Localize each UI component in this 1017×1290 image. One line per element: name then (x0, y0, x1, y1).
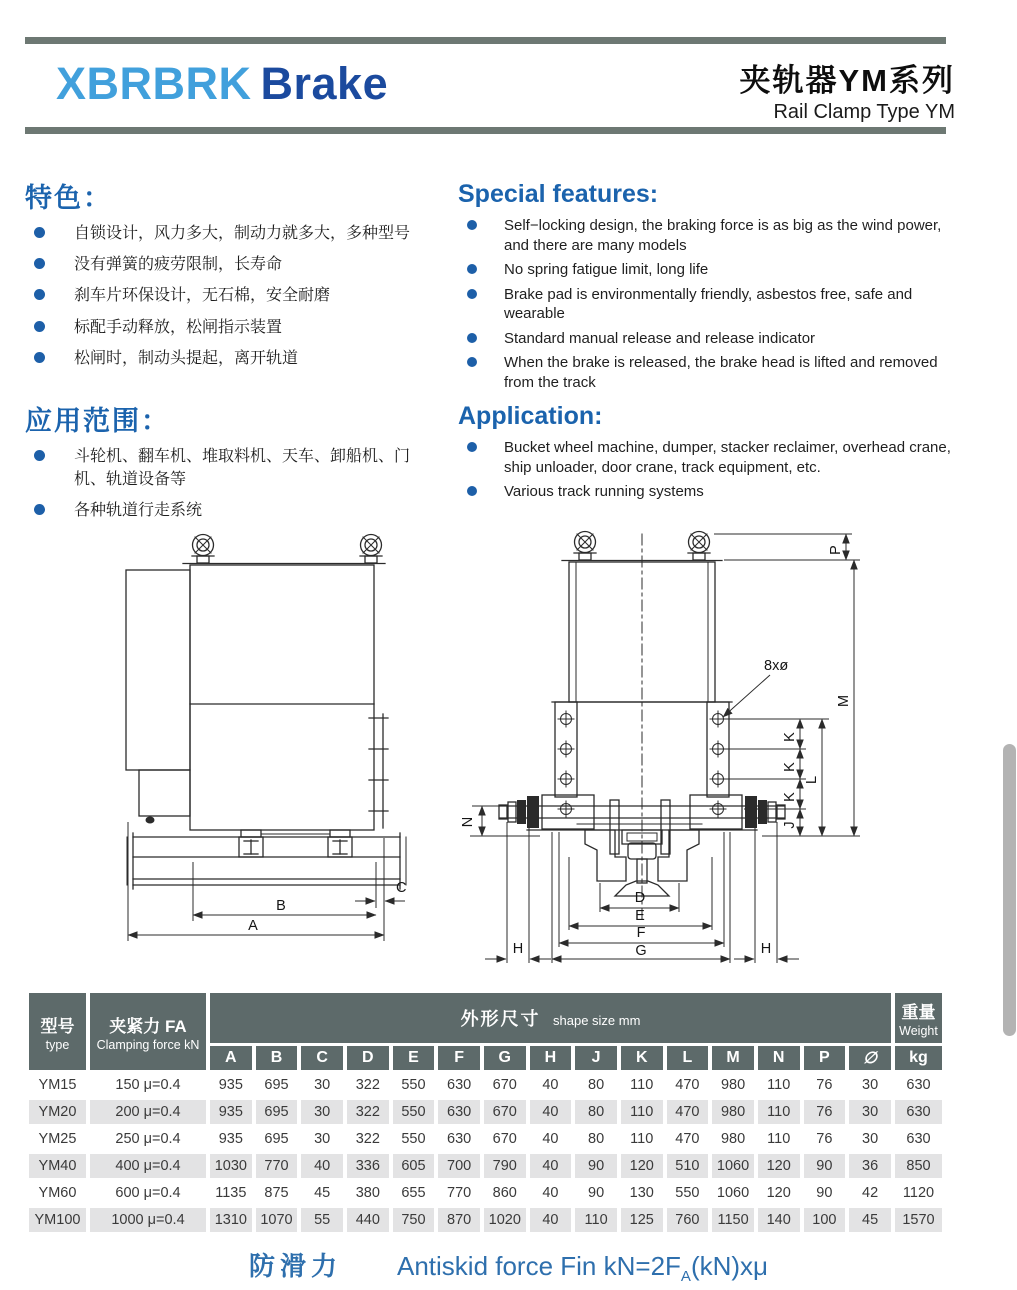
cell-weight: 1570 (895, 1208, 942, 1232)
list-item-text: Standard manual release and release indicator (504, 329, 816, 347)
features-heading-cn: 特色： (25, 183, 112, 213)
logo-secondary-text: Brake (260, 58, 389, 109)
bullet-icon (467, 442, 477, 452)
list-item-text: When the brake is released, the brake head is lifted and removed from the track (504, 354, 938, 391)
list-item-text: Bucket wheel machine, dumper, stacker reclaimer, overhead crane, ship unloader, door crane, track equipment, etc. (504, 439, 951, 476)
cell-dim: 40 (530, 1154, 572, 1178)
bullet-icon (34, 450, 45, 461)
cell-dim: 1030 (210, 1154, 252, 1178)
application-list-cn (25, 445, 425, 523)
roller-right (328, 837, 352, 857)
dim-label-j: J (782, 821, 798, 829)
page-title-chinese: 夹轨器YM系列 (739, 63, 955, 98)
list-item (458, 285, 960, 324)
cell-clamping-force (90, 1127, 206, 1151)
list-item-text: 各种轨道行走系统 (74, 502, 203, 520)
application-heading-cn: 应用范围： (25, 406, 170, 436)
list-item-text: 没有弹簧的疲劳限制，长寿命 (74, 256, 283, 274)
formula-text (396, 1251, 769, 1286)
brake-shoe-left (585, 830, 626, 881)
cell-dim: 336 (347, 1154, 389, 1178)
column-header-dim-13: P (804, 1046, 846, 1070)
dim-label-e: E (635, 908, 645, 924)
front-view-machine-body (499, 532, 785, 921)
cell-dim: 30 (849, 1073, 891, 1097)
table-row (29, 1154, 942, 1178)
cell-dim: 90 (804, 1154, 846, 1178)
bullet-icon (34, 289, 45, 300)
cell-dim: 322 (347, 1073, 389, 1097)
dim-label-c: C (396, 880, 407, 896)
application-section-english (458, 402, 966, 507)
force-value: 1000 (111, 1212, 144, 1228)
formula-label-cn: 防滑力 (248, 1251, 342, 1281)
header-force-cn: 夹紧力 FA (109, 1016, 187, 1036)
list-item (458, 260, 960, 280)
cell-dim: 605 (393, 1154, 435, 1178)
dim-label-h-right: H (760, 941, 772, 957)
bullet-icon (34, 227, 45, 238)
column-header-dim-3: D (347, 1046, 389, 1070)
logo-primary-text: XBRBRK (56, 58, 252, 109)
cell-clamping-force (90, 1181, 206, 1205)
cell-dim: 935 (210, 1100, 252, 1124)
header-size-en: shape size mm (553, 1013, 641, 1028)
cell-dim: 30 (301, 1100, 343, 1124)
formula-suffix: (kN)xμ (690, 1251, 769, 1281)
cell-dim: 76 (804, 1073, 846, 1097)
cell-dim: 40 (530, 1181, 572, 1205)
front-view-drawing (452, 512, 889, 989)
cell-dim: 770 (438, 1181, 480, 1205)
cell-dim: 695 (256, 1100, 298, 1124)
dim-label-k1: K (782, 732, 798, 742)
cell-dim: 36 (849, 1154, 891, 1178)
bullet-icon (467, 264, 477, 274)
list-item-text: Brake pad is environmentally friendly, asbestos free, safe and wearable (504, 285, 913, 322)
side-view-dimension-lines (128, 822, 405, 941)
cell-dim: 860 (484, 1181, 526, 1205)
cell-dim: 440 (347, 1208, 389, 1232)
dim-label-a: A (248, 918, 258, 934)
cell-dim: 90 (804, 1181, 846, 1205)
mu-value: μ=0.4 (143, 1131, 181, 1147)
bullet-icon (467, 289, 477, 299)
cell-dim: 760 (667, 1208, 709, 1232)
cell-dim: 40 (301, 1154, 343, 1178)
table-row (29, 1181, 942, 1205)
cell-dim: 380 (347, 1181, 389, 1205)
table-header-band (29, 993, 942, 1043)
cell-dim: 1020 (484, 1208, 526, 1232)
cell-dim: 110 (575, 1208, 617, 1232)
cell-dim: 30 (301, 1073, 343, 1097)
cell-dim: 1310 (210, 1208, 252, 1232)
cell-dim: 980 (712, 1100, 754, 1124)
cell-clamping-force (90, 1100, 206, 1124)
cell-type: YM100 (29, 1208, 86, 1232)
mu-value: μ=0.4 (143, 1185, 181, 1201)
bullet-icon (34, 352, 45, 363)
cell-dim: 1150 (712, 1208, 754, 1232)
dim-label-k2: K (782, 762, 798, 772)
cell-dim: 30 (849, 1127, 891, 1151)
header-divider-bar (25, 127, 946, 134)
brand-logo (56, 58, 388, 110)
column-header-kg: kg (895, 1046, 942, 1070)
cell-dim: 550 (393, 1100, 435, 1124)
cell-dim: 1135 (210, 1181, 252, 1205)
bullet-icon (34, 321, 45, 332)
features-heading-en: Special features: (458, 180, 659, 208)
column-header-dim-12: N (758, 1046, 800, 1070)
table-row (29, 1100, 942, 1124)
force-value: 400 (115, 1158, 140, 1174)
holes-note-label: 8xø (764, 658, 789, 674)
cell-weight: 630 (895, 1073, 942, 1097)
page-title (740, 55, 956, 124)
cell-type: YM25 (29, 1127, 86, 1151)
cell-dim: 125 (621, 1208, 663, 1232)
cell-dim: 695 (256, 1127, 298, 1151)
cell-dim: 40 (530, 1208, 572, 1232)
list-item (25, 316, 445, 339)
cell-dim: 695 (256, 1073, 298, 1097)
top-divider-bar (25, 37, 946, 44)
list-item-text: 自锁设计，风力多大，制动力就多大，多种型号 (74, 225, 411, 242)
dim-label-b: B (276, 898, 286, 914)
cell-dim: 1060 (712, 1154, 754, 1178)
cell-dim: 120 (621, 1154, 663, 1178)
mu-value: μ=0.4 (143, 1104, 181, 1120)
dim-label-h-left: H (512, 941, 524, 957)
force-value: 250 (115, 1131, 140, 1147)
header-force-en: Clamping force kN (96, 1037, 200, 1052)
cell-dim: 935 (210, 1073, 252, 1097)
cell-dim: 670 (484, 1127, 526, 1151)
list-item-text: No spring fatigue limit, long life (504, 261, 709, 278)
application-list-en (458, 438, 966, 502)
dim-label-m: M (836, 694, 852, 708)
cell-dim: 510 (667, 1154, 709, 1178)
features-list-en (458, 216, 960, 392)
antiskid-formula (0, 1246, 1017, 1285)
cell-dim: 980 (712, 1073, 754, 1097)
bullet-icon (467, 357, 477, 367)
cell-dim: 1060 (712, 1181, 754, 1205)
list-item-text: 松闸时，制动头提起，离开轨道 (74, 349, 299, 367)
cell-dim: 110 (621, 1100, 663, 1124)
list-item (458, 353, 960, 392)
list-item (25, 253, 445, 276)
cell-type: YM20 (29, 1100, 86, 1124)
cell-dim: 550 (667, 1181, 709, 1205)
cell-dim: 670 (484, 1100, 526, 1124)
cell-dim: 470 (667, 1073, 709, 1097)
cell-dim: 30 (849, 1100, 891, 1124)
formula-subscript: A (680, 1268, 691, 1286)
dim-label-d: D (634, 890, 646, 906)
cell-dim: 655 (393, 1181, 435, 1205)
table-row (29, 1073, 942, 1097)
bullet-icon (467, 333, 477, 343)
cell-type: YM60 (29, 1181, 86, 1205)
column-header-dim-4: E (393, 1046, 435, 1070)
force-value: 200 (115, 1104, 140, 1120)
cell-dim: 130 (621, 1181, 663, 1205)
side-view-drawing (93, 518, 471, 970)
dim-label-p: P (828, 545, 844, 555)
column-header-shape-size (210, 993, 891, 1043)
cell-dim: 1070 (256, 1208, 298, 1232)
list-item (458, 329, 960, 349)
cell-dim: 470 (667, 1100, 709, 1124)
column-header-dim-10: L (667, 1046, 709, 1070)
mu-value: μ=0.4 (147, 1212, 185, 1228)
cell-dim: 42 (849, 1181, 891, 1205)
column-header-weight (895, 993, 942, 1043)
cell-type: YM15 (29, 1073, 86, 1097)
features-section-chinese (25, 176, 445, 378)
list-item (25, 284, 445, 307)
dim-label-l: L (804, 775, 820, 785)
cell-weight: 1120 (895, 1181, 942, 1205)
cell-dim: 76 (804, 1127, 846, 1151)
cell-dim: 40 (530, 1100, 572, 1124)
cell-dim: 120 (758, 1154, 800, 1178)
column-header-clamping-force (90, 993, 206, 1070)
list-item (458, 216, 960, 255)
mu-value: μ=0.4 (143, 1158, 181, 1174)
cell-dim: 110 (758, 1100, 800, 1124)
list-item (25, 347, 445, 370)
force-value: 600 (115, 1185, 140, 1201)
cell-type: YM40 (29, 1154, 86, 1178)
application-heading-en: Application: (458, 402, 603, 430)
cell-weight: 630 (895, 1127, 942, 1151)
column-header-dim-9: K (621, 1046, 663, 1070)
bullet-icon (34, 258, 45, 269)
column-header-dim-14: ∅ (849, 1046, 891, 1070)
cell-dim: 80 (575, 1073, 617, 1097)
bullet-icon (34, 504, 45, 515)
list-item (25, 222, 445, 245)
cell-dim: 100 (804, 1208, 846, 1232)
cell-dim: 870 (438, 1208, 480, 1232)
application-section-chinese (25, 399, 425, 531)
bullet-icon (467, 220, 477, 230)
column-header-dim-8: J (575, 1046, 617, 1070)
front-view-dimension-lines (470, 534, 860, 963)
cell-dim: 40 (530, 1073, 572, 1097)
cell-dim: 322 (347, 1100, 389, 1124)
table-row (29, 1127, 942, 1151)
cell-dim: 630 (438, 1127, 480, 1151)
column-header-dim-7: H (530, 1046, 572, 1070)
force-value: 150 (115, 1077, 140, 1093)
column-header-dim-1: B (256, 1046, 298, 1070)
cell-dim: 750 (393, 1208, 435, 1232)
header-weight-cn: 重量 (901, 1003, 936, 1022)
side-view-machine-body (126, 535, 406, 890)
specification-table (25, 990, 946, 1235)
cell-dim: 980 (712, 1127, 754, 1151)
cell-dim: 322 (347, 1127, 389, 1151)
tie-rod-right (745, 796, 785, 828)
list-item (458, 482, 966, 502)
formula-prefix: Antiskid force Fin kN=2F (396, 1251, 681, 1281)
page-title-english: Rail Clamp Type YM (773, 101, 955, 123)
brake-shoe-right (658, 830, 699, 881)
cell-dim: 90 (575, 1181, 617, 1205)
cell-dim: 550 (393, 1073, 435, 1097)
cell-dim: 120 (758, 1181, 800, 1205)
features-list-cn (25, 222, 445, 370)
cell-dim: 110 (758, 1073, 800, 1097)
header-type-en: type (45, 1037, 70, 1052)
cell-clamping-force (90, 1154, 206, 1178)
column-header-dim-5: F (438, 1046, 480, 1070)
cell-dim: 770 (256, 1154, 298, 1178)
cell-clamping-force (90, 1073, 206, 1097)
cell-dim: 670 (484, 1073, 526, 1097)
cell-dim: 140 (758, 1208, 800, 1232)
cell-dim: 550 (393, 1127, 435, 1151)
list-item (458, 438, 966, 477)
cell-weight: 850 (895, 1154, 942, 1178)
cell-dim: 790 (484, 1154, 526, 1178)
scrollbar-thumb[interactable] (1003, 744, 1016, 1036)
column-header-dim-6: G (484, 1046, 526, 1070)
cell-dim: 700 (438, 1154, 480, 1178)
dim-label-f: F (636, 925, 646, 941)
cell-weight: 630 (895, 1100, 942, 1124)
cell-dim: 470 (667, 1127, 709, 1151)
list-item-text: 斗轮机、翻车机、堆取料机、天车、卸船机、门机、轨道设备等 (74, 448, 411, 489)
header-type-cn: 型号 (40, 1016, 75, 1036)
mu-value: μ=0.4 (143, 1077, 181, 1093)
cell-dim: 630 (438, 1073, 480, 1097)
cell-dim: 30 (301, 1127, 343, 1151)
dim-label-g: G (635, 943, 647, 959)
cell-dim: 80 (575, 1127, 617, 1151)
list-item-text: 标配手动释放，松闸指示装置 (74, 318, 283, 336)
column-header-dim-0: A (210, 1046, 252, 1070)
dim-label-k3: K (782, 792, 798, 802)
column-header-dim-2: C (301, 1046, 343, 1070)
cell-dim: 110 (758, 1127, 800, 1151)
cell-dim: 90 (575, 1154, 617, 1178)
dim-label-n: N (460, 816, 476, 828)
cell-dim: 55 (301, 1208, 343, 1232)
column-header-type (29, 993, 86, 1070)
roller-left (239, 837, 263, 857)
cell-dim: 76 (804, 1100, 846, 1124)
cell-dim: 110 (621, 1127, 663, 1151)
features-section-english (458, 180, 960, 397)
cell-dim: 875 (256, 1181, 298, 1205)
cell-dim: 80 (575, 1100, 617, 1124)
header-weight-en: Weight (899, 1024, 938, 1038)
cell-dim: 110 (621, 1073, 663, 1097)
cell-dim: 630 (438, 1100, 480, 1124)
cell-dim: 45 (849, 1208, 891, 1232)
cell-dim: 935 (210, 1127, 252, 1151)
table-row (29, 1208, 942, 1232)
cell-dim: 45 (301, 1181, 343, 1205)
list-item-text: Self−locking design, the braking force is as big as the wind power, and there are many models (504, 217, 942, 254)
cell-clamping-force (90, 1208, 206, 1232)
header-size-cn: 外形尺寸 (460, 1009, 541, 1029)
cell-dim: 40 (530, 1127, 572, 1151)
list-item-text: Various track running systems (504, 483, 704, 500)
column-header-dim-11: M (712, 1046, 754, 1070)
list-item-text: 刹车片环保设计，无石棉，安全耐磨 (74, 287, 331, 305)
bullet-icon (467, 486, 477, 496)
list-item (25, 445, 425, 491)
tie-rod-left (499, 796, 539, 828)
